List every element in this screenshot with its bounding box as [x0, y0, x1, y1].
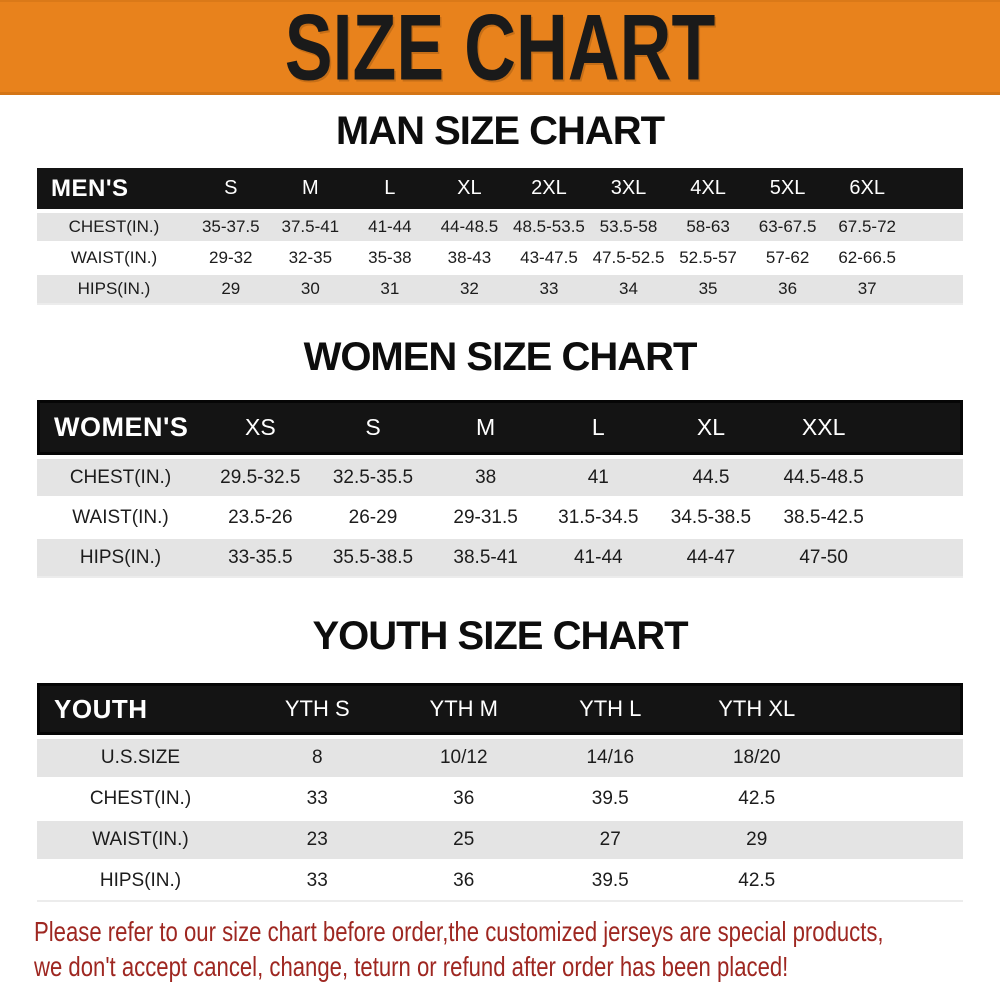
size-value: 43-47.5 [509, 244, 589, 275]
banner [0, 0, 1000, 100]
size-value: 26-29 [317, 499, 430, 539]
size-value: 39.5 [537, 862, 684, 902]
row-label: WAIST(IN.) [37, 499, 204, 539]
size-value: 58-63 [668, 209, 748, 244]
size-value: 34 [589, 275, 669, 305]
size-value: 44-48.5 [430, 209, 510, 244]
size-value: 33-35.5 [204, 539, 317, 578]
size-column-header: 2XL [509, 168, 589, 209]
size-value: 36 [391, 862, 538, 902]
size-value: 47.5-52.5 [589, 244, 669, 275]
size-value: 18/20 [684, 735, 831, 780]
size-value: 33 [244, 862, 391, 902]
size-value: 30 [271, 275, 351, 305]
size-value: 31.5-34.5 [542, 499, 655, 539]
size-value: 53.5-58 [589, 209, 669, 244]
size-value: 48.5-53.5 [509, 209, 589, 244]
table-row [37, 821, 963, 862]
size-value: 27 [537, 821, 684, 862]
table-row [37, 862, 963, 902]
size-column-header: S [191, 168, 271, 209]
size-value: 37 [827, 275, 907, 305]
size-value: 41-44 [542, 539, 655, 578]
table-row [37, 455, 963, 499]
row-filler [830, 821, 963, 862]
size-value: 29-31.5 [429, 499, 542, 539]
size-value: 33 [244, 780, 391, 821]
row-filler [880, 455, 963, 499]
size-column-header: YTH S [244, 683, 391, 735]
size-column-header: 6XL [827, 168, 907, 209]
size-value: 42.5 [684, 780, 831, 821]
row-label: CHEST(IN.) [37, 209, 191, 244]
row-filler [830, 735, 963, 780]
youth-size-section [0, 614, 1000, 902]
size-value: 47-50 [767, 539, 880, 578]
row-label: HIPS(IN.) [37, 275, 191, 305]
size-value: 52.5-57 [668, 244, 748, 275]
size-value: 8 [244, 735, 391, 780]
size-value: 57-62 [748, 244, 828, 275]
row-label: WAIST(IN.) [37, 821, 244, 862]
women-section-heading: WOMEN SIZE CHART [303, 335, 697, 379]
row-filler [880, 499, 963, 539]
row-filler [907, 244, 963, 275]
size-value: 41 [542, 455, 655, 499]
size-column-header: XL [655, 400, 768, 455]
size-value: 29 [191, 275, 271, 305]
size-value: 32 [430, 275, 510, 305]
size-column-header: YTH L [537, 683, 684, 735]
size-column-header: XXL [767, 400, 880, 455]
size-column-header: 5XL [748, 168, 828, 209]
size-column-header: XL [430, 168, 510, 209]
table-row [37, 539, 963, 578]
man-size-table-wrap [0, 168, 1000, 305]
row-filler [830, 780, 963, 821]
size-value: 23.5-26 [204, 499, 317, 539]
size-column-header: S [317, 400, 430, 455]
size-value: 10/12 [391, 735, 538, 780]
size-value: 23 [244, 821, 391, 862]
size-value: 38.5-41 [429, 539, 542, 578]
size-value: 29 [684, 821, 831, 862]
man-size-section [0, 109, 1000, 305]
size-value: 37.5-41 [271, 209, 351, 244]
size-value: 41-44 [350, 209, 430, 244]
disclaimer-text [0, 914, 1000, 984]
corner-label: YOUTH [37, 683, 244, 735]
size-column-header: XS [204, 400, 317, 455]
size-column-header: YTH XL [684, 683, 831, 735]
table-row [37, 499, 963, 539]
size-value: 62-66.5 [827, 244, 907, 275]
size-value: 44.5 [655, 455, 768, 499]
size-column-header: YTH M [391, 683, 538, 735]
row-filler [830, 862, 963, 902]
corner-label: MEN'S [37, 168, 191, 209]
row-label: U.S.SIZE [37, 735, 244, 780]
size-column-header: 3XL [589, 168, 669, 209]
youth-size-table [37, 683, 963, 902]
size-value: 35-38 [350, 244, 430, 275]
size-column-header: L [542, 400, 655, 455]
row-label: CHEST(IN.) [37, 780, 244, 821]
size-value: 35 [668, 275, 748, 305]
disclaimer-line-2: we don't accept cancel, change, teturn or refund after order has been placed! [34, 951, 789, 982]
corner-label: WOMEN'S [37, 400, 204, 455]
table-row [37, 735, 963, 780]
size-value: 34.5-38.5 [655, 499, 768, 539]
size-value: 14/16 [537, 735, 684, 780]
header-row [37, 400, 963, 455]
size-column-header: M [271, 168, 351, 209]
banner-title: SIZE CHART [284, 0, 716, 100]
size-value: 38 [429, 455, 542, 499]
size-value: 36 [391, 780, 538, 821]
women-size-table [37, 400, 963, 578]
size-value: 29-32 [191, 244, 271, 275]
size-value: 32-35 [271, 244, 351, 275]
size-value: 33 [509, 275, 589, 305]
size-value: 42.5 [684, 862, 831, 902]
header-filler [907, 168, 963, 209]
row-filler [907, 209, 963, 244]
women-size-table-wrap [0, 400, 1000, 578]
size-value: 32.5-35.5 [317, 455, 430, 499]
youth-size-table-wrap [0, 683, 1000, 902]
row-filler [880, 539, 963, 578]
table-row [37, 244, 963, 275]
row-label: HIPS(IN.) [37, 539, 204, 578]
size-column-header: M [429, 400, 542, 455]
row-label: HIPS(IN.) [37, 862, 244, 902]
disclaimer-line-1: Please refer to our size chart before order,the customized jerseys are special products, [34, 916, 884, 947]
youth-section-heading: YOUTH SIZE CHART [312, 614, 688, 658]
size-value: 36 [748, 275, 828, 305]
table-row [37, 209, 963, 244]
women-size-section [0, 335, 1000, 578]
size-value: 38-43 [430, 244, 510, 275]
size-value: 63-67.5 [748, 209, 828, 244]
size-value: 31 [350, 275, 430, 305]
size-column-header: L [350, 168, 430, 209]
row-label: WAIST(IN.) [37, 244, 191, 275]
table-row [37, 780, 963, 821]
size-value: 67.5-72 [827, 209, 907, 244]
man-size-table [37, 168, 963, 305]
size-value: 44-47 [655, 539, 768, 578]
size-value: 35-37.5 [191, 209, 271, 244]
row-filler [907, 275, 963, 305]
size-value: 29.5-32.5 [204, 455, 317, 499]
header-row [37, 683, 963, 735]
man-section-heading: MAN SIZE CHART [335, 109, 665, 153]
header-filler [830, 683, 963, 735]
row-label: CHEST(IN.) [37, 455, 204, 499]
table-row [37, 275, 963, 305]
size-value: 25 [391, 821, 538, 862]
size-value: 39.5 [537, 780, 684, 821]
header-filler [880, 400, 963, 455]
size-value: 44.5-48.5 [767, 455, 880, 499]
header-row [37, 168, 963, 209]
size-column-header: 4XL [668, 168, 748, 209]
size-value: 38.5-42.5 [767, 499, 880, 539]
size-value: 35.5-38.5 [317, 539, 430, 578]
